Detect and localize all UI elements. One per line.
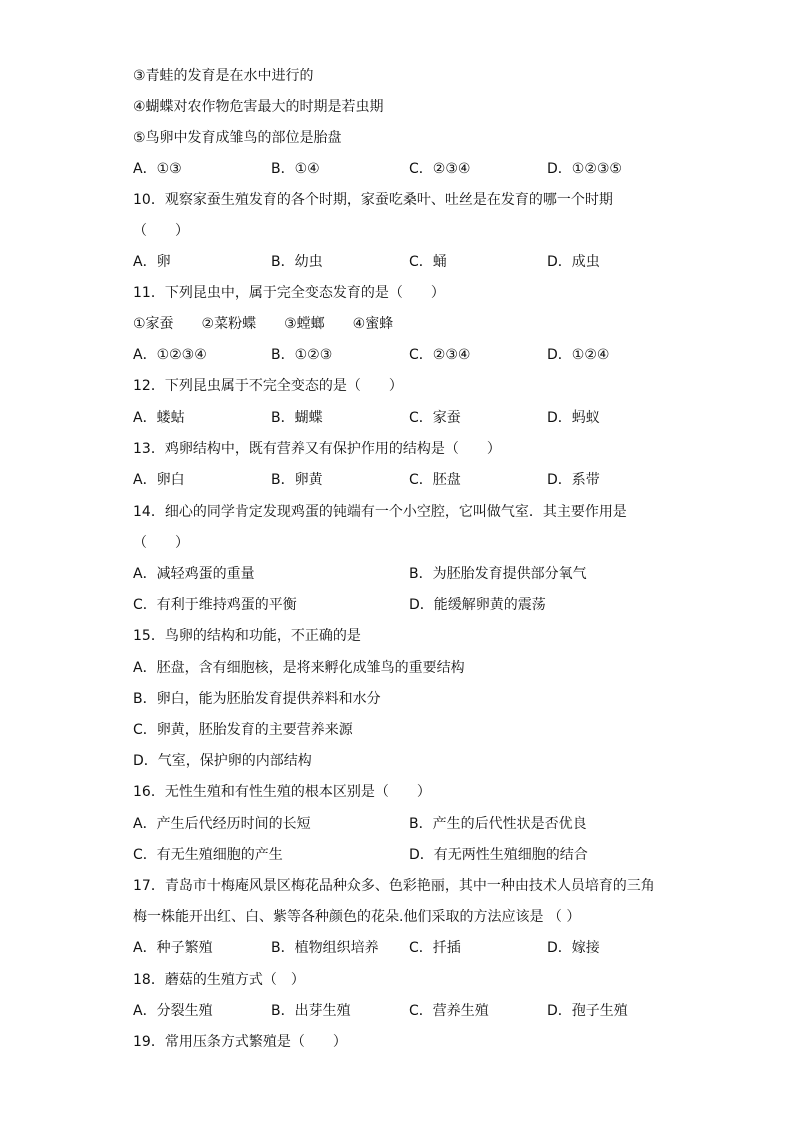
question-15: 15．鸟卵的结构和功能，不正确的是 [133,628,361,644]
q16-option-a: A．产生后代经历时间的长短 [133,816,311,832]
q17-option-b: B．植物组织培养 [271,940,379,956]
q13-option-c: C．胚盘 [409,472,461,488]
q17-option-d: D．嫁接 [547,940,600,956]
q13-option-b: B．卵黄 [271,472,323,488]
question-14-blank: （ ） [133,535,189,551]
question-10: 10．观察家蚕生殖发育的各个时期，家蚕吃桑叶、吐丝是在发育的哪一个时期 [133,192,613,208]
q9-option-a: A．①③ [133,161,182,177]
q15-option-a: A．胚盘，含有细胞核，是将来孵化成雏鸟的重要结构 [133,660,465,676]
question-17-continued: 梅一株能开出红、白、紫等各种颜色的花朵.他们采取的方法应该是 （ ） [133,909,581,925]
question-13: 13．鸡卵结构中，既有营养又有保护作用的结构是（ ） [133,441,501,457]
q14-option-a: A．减轻鸡蛋的重量 [133,566,255,582]
q16-option-c: C．有无生殖细胞的产生 [133,847,283,863]
q12-option-b: B．蝴蝶 [271,410,323,426]
statement-3: ③青蛙的发育是在水中进行的 [133,68,314,84]
q12-option-d: D．蚂蚁 [547,410,600,426]
q15-option-d: D．气室，保护卵的内部结构 [133,753,312,769]
question-14: 14．细心的同学肯定发现鸡蛋的钝端有一个小空腔，它叫做气室．其主要作用是 [133,504,627,520]
q11-option-d: D．①②④ [547,347,610,363]
q16-option-b: B．产生的后代性状是否优良 [409,816,587,832]
q12-option-a: A．蝼蛄 [133,410,185,426]
question-11-items: ①家蚕 ②菜粉蝶 ③螳螂 ④蜜蜂 [133,316,394,332]
q18-option-d: D．孢子生殖 [547,1003,628,1019]
q15-option-b: B．卵白，能为胚胎发育提供养料和水分 [133,691,381,707]
q17-option-c: C．扦插 [409,940,461,956]
q13-option-a: A．卵白 [133,472,185,488]
q18-option-a: A．分裂生殖 [133,1003,213,1019]
q18-option-b: B．出芽生殖 [271,1003,351,1019]
q14-option-b: B．为胚胎发育提供部分氧气 [409,566,587,582]
question-10-blank: （ ） [133,223,189,239]
q11-option-b: B．①②③ [271,347,333,363]
question-18: 18．蘑菇的生殖方式（ ） [133,972,305,988]
q17-option-a: A．种子繁殖 [133,940,213,956]
question-12: 12．下列昆虫属于不完全变态的是（ ） [133,378,403,394]
q18-option-c: C．营养生殖 [409,1003,489,1019]
question-11: 11．下列昆虫中，属于完全变态发育的是（ ） [133,285,445,301]
q15-option-c: C．卵黄，胚胎发育的主要营养来源 [133,722,353,738]
statement-4: ④蝴蝶对农作物危害最大的时期是若虫期 [133,99,384,115]
question-16: 16．无性生殖和有性生殖的根本区别是（ ） [133,784,431,800]
q16-option-d: D．有无两性生殖细胞的结合 [409,847,588,863]
question-17: 17．青岛市十梅庵风景区梅花品种众多、色彩艳丽，其中一种由技术人员培育的三角 [133,878,655,894]
q14-option-d: D．能缓解卵黄的震荡 [409,597,546,613]
q10-option-b: B．幼虫 [271,254,323,270]
q11-option-a: A．①②③④ [133,347,207,363]
q11-option-c: C．②③④ [409,347,471,363]
q9-option-b: B．①④ [271,161,320,177]
q10-option-c: C．蛹 [409,254,447,270]
q14-option-c: C．有利于维持鸡蛋的平衡 [133,597,297,613]
statement-5: ⑤鸟卵中发育成雏鸟的部位是胎盘 [133,130,342,146]
q10-option-a: A．卵 [133,254,171,270]
question-19: 19．常用压条方式繁殖是（ ） [133,1034,347,1050]
q13-option-d: D．系带 [547,472,600,488]
q9-option-c: C．②③④ [409,161,471,177]
q12-option-c: C．家蚕 [409,410,461,426]
q9-option-d: D．①②③⑤ [547,161,622,177]
q10-option-d: D．成虫 [547,254,600,270]
